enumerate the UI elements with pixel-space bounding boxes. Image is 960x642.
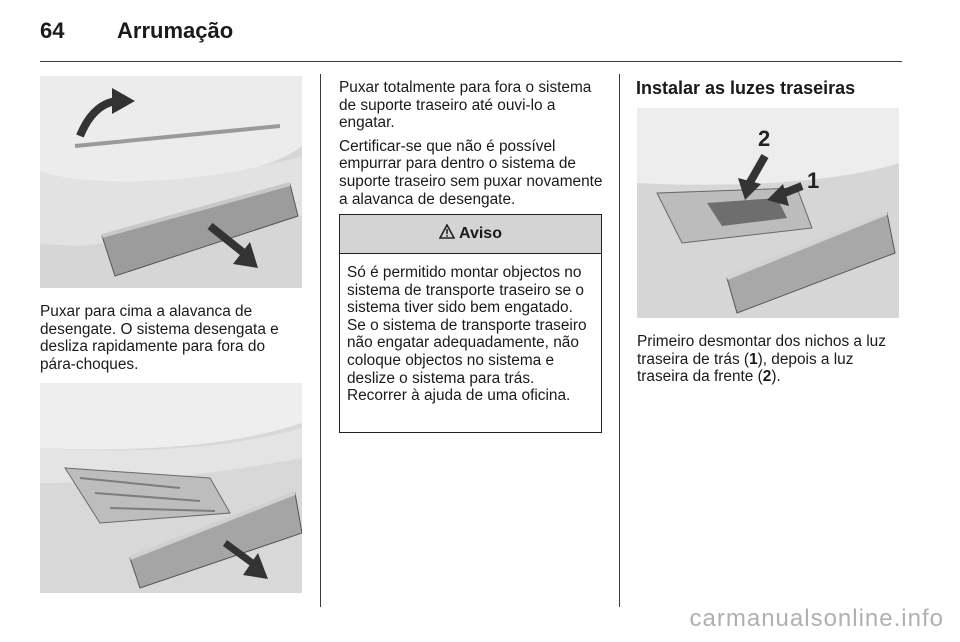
figure-tail-lights bbox=[637, 108, 899, 318]
warning-triangle-icon bbox=[439, 224, 455, 244]
warning-title: Aviso bbox=[459, 225, 502, 242]
figure-carrier-extended bbox=[40, 383, 302, 593]
callout-label-2: 2 bbox=[758, 126, 771, 151]
caption-part-2: ), depois a luz traseira da frente ( bbox=[637, 350, 854, 386]
watermark: carmanualsonline.info bbox=[689, 605, 944, 632]
warning-header bbox=[340, 215, 601, 254]
caption-release-lever bbox=[40, 303, 302, 379]
callout-label-1: 1 bbox=[807, 168, 820, 193]
tail-lights-caption bbox=[637, 333, 905, 386]
caption-part-3: ). bbox=[771, 368, 781, 386]
ref-number-2: 2 bbox=[762, 368, 772, 386]
section-title: Instalar as luzes traseiras bbox=[636, 78, 856, 98]
warning-box bbox=[339, 214, 602, 433]
ref-number-1: 1 bbox=[749, 350, 758, 368]
paragraph-pull-out: Puxar totalmente para fora o sistema de suporte traseiro até ouvi-lo a engatar. bbox=[339, 79, 592, 132]
caption-paragraph: Puxar para cima a alavanca de desengate. O sistema desengata e desliza rapidamente para fora do pára-choques. bbox=[40, 303, 279, 373]
caption-part-1: Primeiro desmontar dos nichos a luz traseira de trás ( bbox=[637, 333, 886, 368]
paragraph-check-locked: Certificar-se que não é possível empurrar para dentro o sistema de suporte traseiro sem puxar novamente a alavanca de desengate. bbox=[339, 137, 603, 208]
column-divider-right bbox=[619, 74, 620, 607]
chapter-title: Arrumação bbox=[117, 18, 234, 43]
middle-column-text bbox=[339, 79, 607, 214]
column-divider-left bbox=[320, 74, 321, 607]
page-number: 64 bbox=[40, 18, 65, 43]
warning-text: Só é permitido montar objectos no sistema de transporte traseiro se o sistema tiver sido bem engatado. Se o sistema de transporte traseiro não engatar adequadamente, não coloque objectos no sistema e deslize o sistema para trás. Recorrer à ajuda de uma oficina. bbox=[347, 264, 587, 405]
header-rule bbox=[40, 61, 902, 62]
figure-release-lever bbox=[40, 76, 302, 288]
